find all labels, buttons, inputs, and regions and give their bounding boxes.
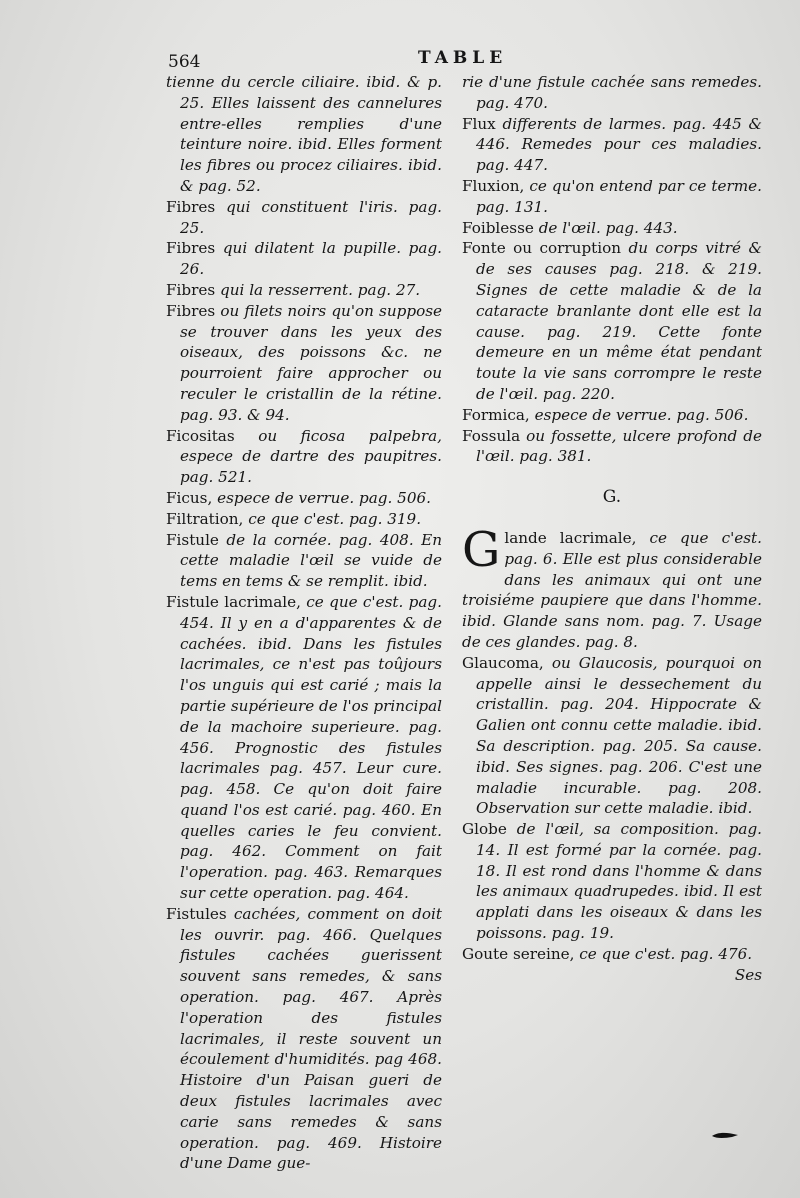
index-entry: Fonte ou corruption du corps vitré & de ses causes pag. 218. & 219. Signes de cette maladie & de la cataracte branlante dont elle est la cause. pag. 219. Cette fonte demeure en un même état pendant toute la vie sans corrompre le reste de l'œil. pag. 220. xyxy=(462,239,762,403)
section-letter: G. xyxy=(602,487,622,508)
index-entry: Formica, espece de verrue. pag. 506. xyxy=(462,405,749,424)
index-entry: Filtration, ce que c'est. pag. 319. xyxy=(166,509,422,528)
index-entry: Globe de l'œil, sa composition. pag. 14. Il est formé par la cornée. pag. 18. Il est rond dans l'homme & dans les animaux quadrupedes. ibid. Il est applati dans les oiseaux & dans les poissons. pag. 19. xyxy=(462,820,763,943)
page-number: 564 xyxy=(168,52,201,72)
left-column xyxy=(166,72,442,1174)
index-entry: Flux differents de larmes. pag. 445 & 446. Remedes pour ces maladies. pag. 447. xyxy=(462,114,763,175)
index-entry: Glaucoma, ou Glaucosis, pourquoi on appelle ainsi le dessechement du cristallin. pag. 204. Hippocrate & Galien ont connu cette maladie. ibid. Sa description. pag. 205. Sa cause. ibid. Ses signes. pag. 206. C'est une maladie incurable. pag. 208. Observation sur cette maladie. ibid. xyxy=(462,653,763,818)
index-entry: Ficus, espece de verrue. pag. 506. xyxy=(166,488,431,507)
index-entry: Fibres qui constituent l'iris. pag. 25. xyxy=(166,197,442,237)
index-entry: Fluxion, ce qu'on entend par ce terme. pag. 131. xyxy=(462,176,762,216)
index-entry: Fistule lacrimale, ce que c'est. pag. 454. Il y en a d'apparentes & de cachées. ibid. Dans les fistules lacrimales, ce n'est pas toûjours l'os unguis qui est carié ; mais la partie supérieure de l'os principal de la machoire superieure. pag. 456. Prognostic des fistules lacrimales pag. 457. Leur cure. pag. 458. Ce qu'on doit faire quand l'os est carié. pag. 460. En quelles caries le feu convient. pag. 462. Comment on fait l'operation. pag. 463. Remarques sur cette operation. pag. 464. xyxy=(166,592,443,903)
index-entry: Fistules cachées, comment on doit les ouvrir. pag. 466. Quelques fistules cachées guerissent souvent sans remedes, & sans operation. pag. 467. Après l'operation des fistules lacrimales, il reste souvent un écoulement d'humidités. pag 468. Histoire d'un Paisan gueri de deux fistules lacrimales avec carie sans remedes & sans operation. pag. 469. Histoire d'une Dame gue- xyxy=(166,904,442,1173)
index-entry: Foiblesse de l'œil. pag. 443. xyxy=(462,218,678,237)
index-entry: Fibres qui la resserrent. pag. 27. xyxy=(166,280,421,299)
catchword: Ses xyxy=(734,965,762,984)
index-entry: Fibres qui dilatent la pupille. pag. 26. xyxy=(166,239,443,279)
right-column xyxy=(462,72,762,985)
index-entry: Glande lacrimale, ce que c'est. pag. 6. Elle est plus considerable dans les animaux qui ont une troisiéme paupiere que dans l'homme. ibid. Glande sans nom. pag. 7. Usage de ces glandes. pag. 8. xyxy=(462,521,762,651)
index-entry: Ficositas ou ficosa palpebra, espece de dartre des paupitres. pag. 521. xyxy=(166,426,443,487)
index-entry: tienne du cercle ciliaire. ibid. & p. 25. Elles laissent des cannelures entre-elles remplies d'une teinture noire. ibid. Elles forment les fibres ou procez ciliaires. ibid. & pag. 52. xyxy=(166,73,442,195)
index-entry: Goute sereine, ce que c'est. pag. 476. xyxy=(462,944,753,963)
index-entry: Fossula ou fossette, ulcere profond de l'œil. pag. 381. xyxy=(462,426,762,466)
ink-blot-icon xyxy=(710,1130,740,1140)
drop-cap: G xyxy=(462,521,501,578)
running-title: TABLE xyxy=(418,48,508,68)
index-entry: Fibres ou filets noirs qu'on suppose se trouver dans les yeux des oiseaux, des poissons &c. ne pourroient faire approcher ou reculer le cristallin de la rétine. pag. 93. & 94. xyxy=(166,301,443,424)
index-entry: Fistule de la cornée. pag. 408. En cette maladie l'œil se vuide de tems en tems & se remplit. ibid. xyxy=(166,530,443,591)
index-entry: rie d'une fistule cachée sans remedes. pag. 470. xyxy=(462,73,762,112)
